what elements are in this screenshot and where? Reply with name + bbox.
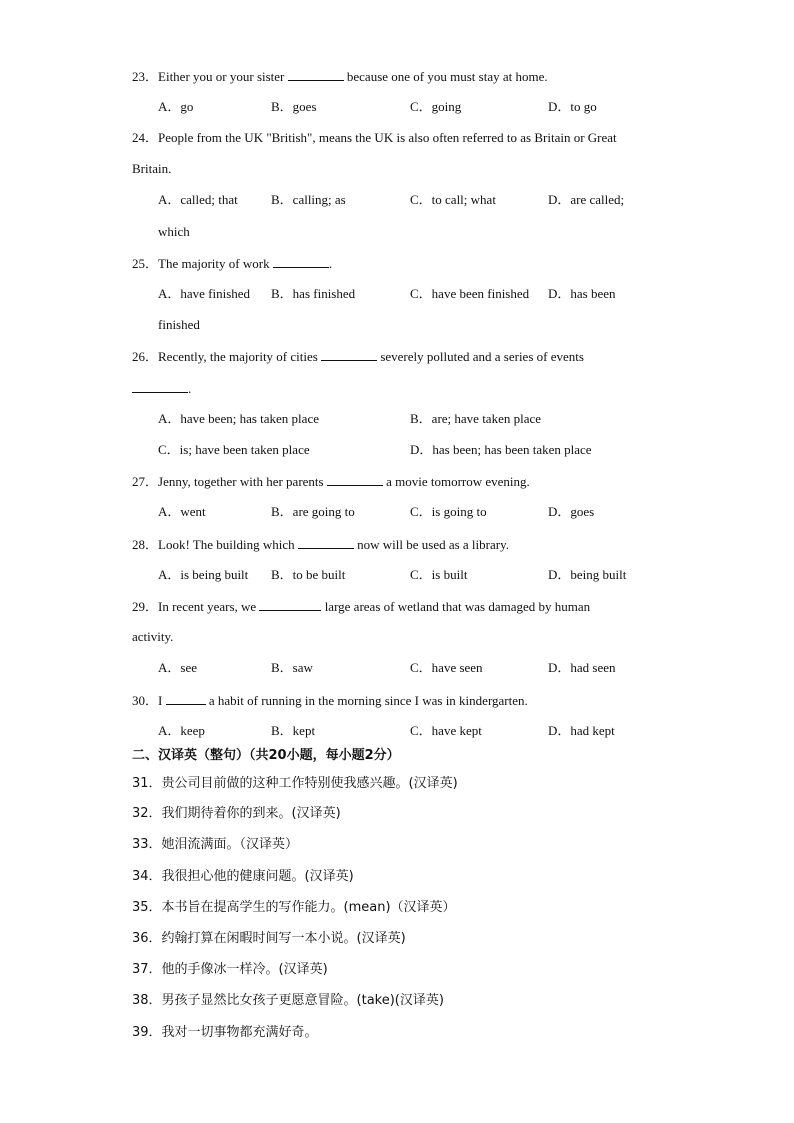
question-text: Either you or your sister [158,69,285,84]
question-text: Look! The building which [158,537,295,552]
option-d: D．goes [548,504,595,519]
question-text: now will be used as a library. [357,537,509,552]
option-c: C．is; have been taken place [158,442,310,457]
option-a: A．have been; has taken place [158,411,319,426]
option-d: D．to go [548,99,597,114]
translation-item: 37．他的手像冰一样冷。(汉译英) [132,962,328,977]
question-29-line2: activity. [132,629,174,644]
question-28 [132,536,509,553]
answer-blank [259,598,321,611]
option-b: B．to be built [271,567,346,582]
question-text: a habit of running in the morning since I was in kindergarten. [208,693,528,708]
option-b: B．has finished [271,286,356,301]
option-a: A．keep [158,723,205,738]
option-d: D．being built [548,567,627,582]
option-c: C．is built [410,567,468,582]
option-c: C．have kept [410,723,482,738]
option-a: A．see [158,660,197,675]
option-b: B．kept [271,723,316,738]
question-24-line2: Britain. [132,161,172,176]
option-c: C．is going to [410,504,487,519]
question-number: 30． [132,693,159,708]
answer-blank [321,348,377,361]
answer-blank [273,255,329,268]
translation-item: 39．我对一切事物都充满好奇。 [132,1025,318,1040]
answer-blank [166,692,206,705]
answer-blank [288,68,344,81]
option-b: B．calling; as [271,192,346,207]
translation-item: 32．我们期待着你的到来。(汉译英) [132,806,341,821]
question-number: 28． [132,537,159,552]
question-30 [132,692,528,709]
option-a: A．went [158,504,206,519]
question-text: Jenny, together with her parents [158,474,324,489]
question-text: . [328,256,333,271]
question-text: severely polluted and a series of events [380,349,584,364]
question-27 [132,473,530,490]
option-c: C．have been finished [410,286,530,301]
question-number: 24． [132,130,159,145]
question-number: 23． [132,69,159,84]
option-c: C．going [410,99,462,114]
answer-blank [132,380,188,393]
question-number: 26． [132,349,159,364]
question-number: 27． [132,474,159,489]
question-23 [132,68,548,85]
question-text: Recently, the majority of cities [158,349,318,364]
option-d: D．had kept [548,723,615,738]
option-a: A．called; that [158,192,238,207]
translation-item: 36．约翰打算在闲暇时间写一本小说。(汉译英) [132,931,406,946]
translation-item: 35．本书旨在提高学生的写作能力。(mean)（汉译英） [132,900,456,915]
question-text: large areas of wetland that was damaged by human [324,599,591,614]
question-text: The majority of work [158,256,270,271]
translation-item: 33．她泪流满面。（汉译英） [132,837,299,852]
question-text: People from the UK "British", means the UK is also often referred to as Britain or Great [158,130,617,145]
question-number: 29． [132,599,159,614]
question-24 [132,130,617,146]
option-b: B．are; have taken place [410,411,542,426]
option-d-continued: which [158,224,190,239]
section-heading: 二、汉译英（整句）（共20小题，每小题2分） [132,748,400,763]
option-a: A．have finished [158,286,251,301]
question-25 [132,255,332,272]
option-c: C．have seen [410,660,483,675]
answer-blank [298,536,354,549]
question-text: . [188,381,192,396]
question-26 [132,348,584,365]
question-26-line2 [132,380,191,397]
option-b: B．are going to [271,504,355,519]
translation-item: 38．男孩子显然比女孩子更愿意冒险。(take)(汉译英) [132,993,444,1008]
question-text: I [158,693,163,708]
option-d-continued: finished [158,317,200,332]
question-text: In recent years, we [158,599,257,614]
question-text: a movie tomorrow evening. [386,474,530,489]
option-d: D．has been; has been taken place [410,442,592,457]
option-b: B．saw [271,660,313,675]
option-d: D．are called; [548,192,625,207]
option-a: A．go [158,99,194,114]
translation-item: 34．我很担心他的健康问题。(汉译英) [132,869,354,884]
option-b: B．goes [271,99,317,114]
question-number: 25． [132,256,159,271]
answer-blank [327,473,383,486]
question-29 [132,598,590,615]
translation-item: 31．贵公司目前做的这种工作特别使我感兴趣。(汉译英) [132,776,458,791]
option-d: D．had seen [548,660,616,675]
option-d: D．has been [548,286,616,301]
question-text: because one of you must stay at home. [346,69,548,84]
option-c: C．to call; what [410,192,496,207]
option-a: A．is being built [158,567,249,582]
